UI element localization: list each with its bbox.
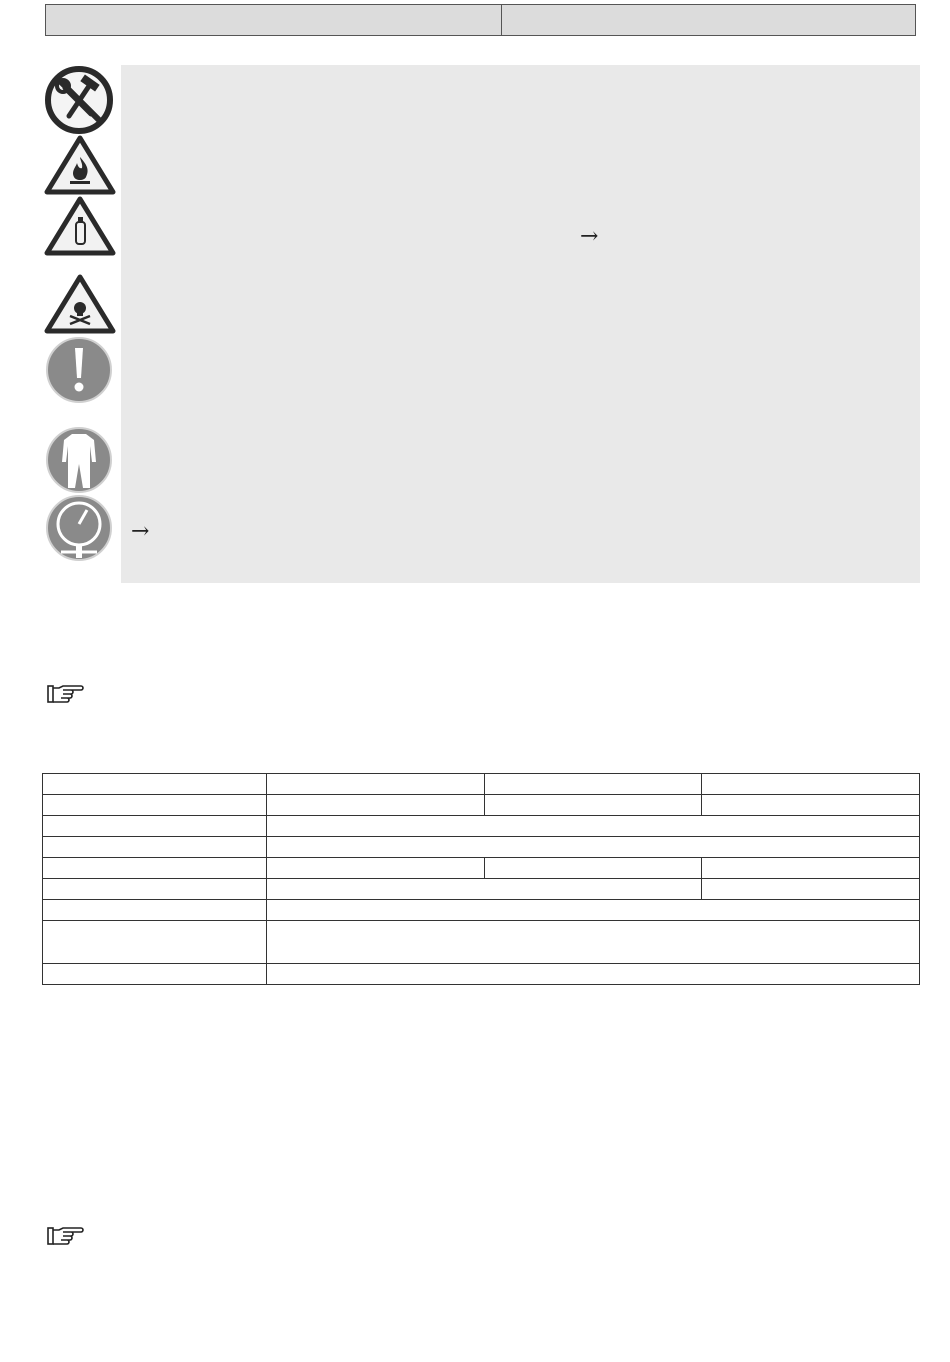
table-cell xyxy=(43,795,267,816)
gas-cylinder-warning-icon xyxy=(44,196,116,256)
table-cell xyxy=(267,837,920,858)
exclamation-mandatory-icon xyxy=(45,336,113,404)
table-cell xyxy=(267,774,485,795)
protective-suit-icon xyxy=(45,426,113,494)
table-cell xyxy=(485,795,702,816)
header-left-cell xyxy=(46,5,502,35)
table-cell xyxy=(43,837,267,858)
table-cell xyxy=(267,879,702,900)
table-cell xyxy=(267,816,920,837)
table-row xyxy=(43,837,920,858)
table-cell xyxy=(43,858,267,879)
table-cell xyxy=(267,964,920,985)
table-cell xyxy=(702,795,920,816)
table-cell xyxy=(702,774,920,795)
specifications-table xyxy=(42,773,920,985)
header-right-cell xyxy=(502,5,915,35)
pointing-hand-icon xyxy=(47,684,87,709)
table-cell xyxy=(485,774,702,795)
table-row xyxy=(43,858,920,879)
table-cell xyxy=(267,795,485,816)
pressure-gauge-icon xyxy=(45,494,113,562)
table-row xyxy=(43,921,920,964)
safety-notes-panel xyxy=(121,65,920,583)
table-cell xyxy=(43,900,267,921)
table-cell xyxy=(267,858,485,879)
table-cell xyxy=(485,858,702,879)
table-row xyxy=(43,964,920,985)
table-cell xyxy=(43,921,267,964)
header-bar xyxy=(45,4,916,36)
arrow-symbol: → xyxy=(580,224,599,249)
pointing-hand-icon xyxy=(47,1226,87,1251)
table-cell xyxy=(43,774,267,795)
no-tools-icon xyxy=(45,66,113,134)
table-row xyxy=(43,795,920,816)
table-row xyxy=(43,816,920,837)
table-cell xyxy=(267,900,920,921)
table-row xyxy=(43,774,920,795)
toxic-warning-icon xyxy=(44,274,116,334)
table-cell xyxy=(702,858,920,879)
table-row xyxy=(43,879,920,900)
table-cell xyxy=(267,921,920,964)
table-cell xyxy=(43,816,267,837)
table-cell xyxy=(43,879,267,900)
table-row xyxy=(43,900,920,921)
table-cell xyxy=(43,964,267,985)
flammable-warning-icon xyxy=(44,135,116,195)
arrow-symbol: → xyxy=(131,519,150,544)
table-cell xyxy=(702,879,920,900)
